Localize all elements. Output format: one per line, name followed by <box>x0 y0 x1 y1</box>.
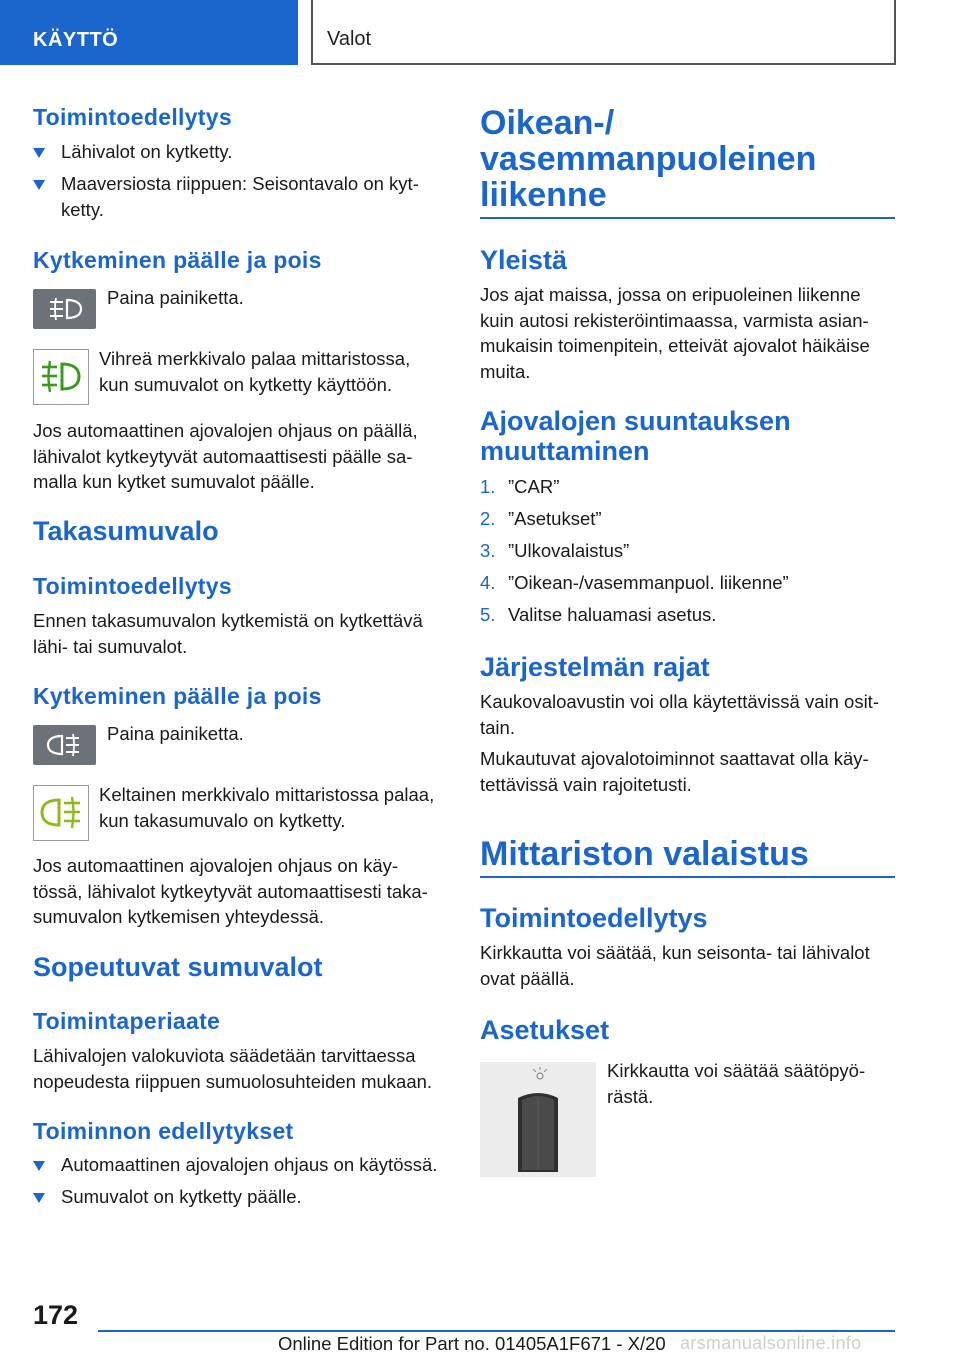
heading-system-limits: Järjestelmän rajat <box>480 652 710 682</box>
chapter-title: Valot <box>327 28 372 50</box>
fog-light-button-icon <box>33 289 96 329</box>
footer-divider <box>98 1330 895 1332</box>
auto-headlight-text: Jos automaattinen ajovalojen ohjaus on käy- tössä, lähivalot kytkeytyvät automaattisesti taka- sumuvalon kytkemisen yhteydessä. <box>33 855 428 927</box>
section-divider <box>480 876 895 878</box>
section-divider <box>480 217 895 219</box>
step-item: 4. ”Oikean-/vasemmanpuol. liikenne” <box>480 572 789 593</box>
press-button-text: Paina painiketta. <box>107 723 244 744</box>
green-fog-lamp-indicator-icon <box>33 349 89 405</box>
yellow-rear-fog-indicator-icon <box>33 785 89 841</box>
step-item: 3. ”Ulkovalaistus” <box>480 540 630 561</box>
edition-text: Online Edition for Part no. 01405A1F671 - X/20 <box>278 1333 666 1354</box>
heading-switch-on-off: Kytkeminen päälle ja pois <box>33 247 322 273</box>
heading-principle: Toimintaperiaate <box>33 1008 221 1034</box>
step-item: 5. Valitse haluamasi asetus. <box>480 604 717 625</box>
yellow-lamp-text: Keltainen merkkivalo mittaristossa palaa, kun takasumuvalo on kytketty. <box>99 784 435 831</box>
bullet-triangle-icon <box>33 148 45 158</box>
prereq-text: Kirkkautta voi säätää, kun seisonta- tai lähivalot ovat päällä. <box>480 942 870 989</box>
chapter-header <box>311 0 896 65</box>
heading-prerequisite: Toimintoedellytys <box>480 903 708 933</box>
list-item: Lähivalot on kytketty. <box>33 139 449 165</box>
watermark: arsmanualsonline.info <box>680 1333 862 1353</box>
heading-function-conditions: Toiminnon edellytykset <box>33 1118 294 1144</box>
principle-text: Lähivalojen valokuviota säädetään tarvittaessa nopeudesta riippuen sumuolosuhteiden mukaan. <box>33 1045 433 1092</box>
step-item: 1. ”CAR” <box>480 476 560 497</box>
list-item: Maaversiosta riippuen: Seisontavalo on kyt- ketty. <box>33 171 449 222</box>
heading-adaptive-fog-lights: Sopeutuvat sumuvalot <box>33 952 323 982</box>
auto-headlight-text: Jos automaattinen ajovalojen ohjaus on päällä, lähivalot kytkeytyvät automaattisesti päälle sa- malla kun kytket sumuvalot päälle. <box>33 420 418 492</box>
bullet-triangle-icon <box>33 180 45 190</box>
brightness-wheel-image <box>480 1062 596 1177</box>
bullet-triangle-icon <box>33 1193 45 1203</box>
heading-prerequisite: Toimintoedellytys <box>33 104 232 130</box>
heading-instrument-lighting: Mittariston valaistus <box>480 835 809 873</box>
section-tab <box>0 0 298 65</box>
heading-rear-fog-light: Takasumuvalo <box>33 516 219 546</box>
list-item: Automaattinen ajovalojen ohjaus on käytössä. <box>33 1152 453 1178</box>
heading-left-right-traffic: Oikean-/ vasemmanpuoleinen liikenne <box>480 104 817 214</box>
rear-fog-prereq-text: Ennen takasumuvalon kytkemistä on kytkettävä lähi- tai sumuvalot. <box>33 610 423 657</box>
green-lamp-text: Vihreä merkkivalo palaa mittaristossa, kun sumuvalot on kytketty käyttöön. <box>99 348 411 395</box>
heading-settings: Asetukset <box>480 1015 610 1045</box>
limits-text: Kaukovaloavustin voi olla käytettävissä vain osit- tain. <box>480 691 879 738</box>
heading-prerequisite: Toimintoedellytys <box>33 573 232 599</box>
page-number: 172 <box>33 1300 79 1330</box>
list-item: Sumuvalot on kytketty päälle. <box>33 1184 449 1210</box>
settings-text: Kirkkautta voi säätää säätöpyö- rästä. <box>607 1060 866 1107</box>
heading-general: Yleistä <box>480 245 568 275</box>
rear-fog-button-icon <box>33 725 96 765</box>
bullet-triangle-icon <box>33 1161 45 1171</box>
limits-text: Mukautuvat ajovalotoiminnot saattavat olla käy- tettävissä vain rajoitetusti. <box>480 748 869 795</box>
heading-switch-on-off: Kytkeminen päälle ja pois <box>33 683 322 709</box>
step-item: 2. ”Asetukset” <box>480 508 602 529</box>
section-title: KÄYTTÖ <box>33 29 119 51</box>
heading-change-headlight-direction: Ajovalojen suuntauksen muuttaminen <box>480 406 791 466</box>
general-text: Jos ajat maissa, jossa on eripuoleinen liikenne kuin autosi rekisteröintimaassa, varmista asian- mukaisin toimenpitein, etteivät ajovalot häikäise muita. <box>480 284 870 382</box>
press-button-text: Paina painiketta. <box>107 287 244 308</box>
